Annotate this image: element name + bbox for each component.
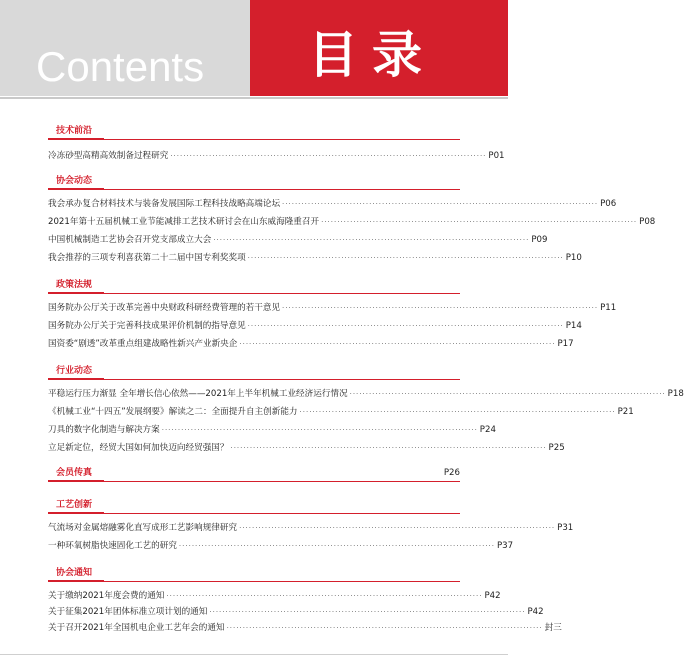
toc-entry-title: 气流场对金属熔融雾化直写成形工艺影响规律研究 — [48, 523, 238, 533]
toc-entry[interactable] — [48, 424, 496, 436]
toc-entry-title: 2021年第十五届机械工业节能减排工艺技术研讨会在山东威海隆重召开 — [48, 217, 320, 227]
section-rule — [48, 513, 460, 514]
toc-entry[interactable] — [48, 338, 574, 350]
leader-dots: ·································································································· — [282, 304, 599, 312]
leader-dots: ·································································································· — [247, 254, 564, 262]
toc-entry[interactable] — [48, 406, 634, 418]
toc-entry-title: 一种环氧树脂快速固化工艺的研究 — [48, 541, 177, 551]
toc-entry-title: 刀具的数字化制造与解决方案 — [48, 425, 160, 435]
toc-entry-page: P37 — [496, 541, 514, 551]
toc-entry-title: 国务院办公厅关于完善科技成果评价机制的指导意见 — [48, 321, 246, 331]
toc-entry-title: 国务院办公厅关于改革完善中央财政科研经费管理的若干意见 — [48, 303, 281, 313]
section-title: 技术前沿 — [56, 126, 93, 136]
header-divider — [0, 97, 508, 99]
toc-entry[interactable] — [48, 388, 684, 400]
section-rule — [48, 581, 460, 582]
toc-entry-page: 封三 — [544, 623, 562, 633]
leader-dots: ·································································································· — [230, 444, 547, 452]
section-rule — [48, 139, 460, 140]
contents-heading-en: Contents — [36, 43, 205, 90]
leader-dots: ·································································································· — [170, 152, 487, 160]
section-title: 协会动态 — [56, 176, 93, 186]
leader-dots: ·································································································· — [321, 218, 638, 226]
toc-entry-title: 关于召开2021年全国机电企业工艺年会的通知 — [48, 623, 225, 633]
toc-entry-title: 立足新定位，经贸大国如何加快迈向经贸强国？ — [48, 443, 229, 453]
leader-dots: ·································································································· — [209, 608, 526, 616]
leader-dots: ·································································································· — [239, 524, 556, 532]
toc-entry-title: 中国机械制造工艺协会召开党支部成立大会 — [48, 235, 212, 245]
toc-entry[interactable] — [48, 590, 501, 602]
leader-dots: ·································································································· — [282, 200, 599, 208]
toc-entry[interactable] — [48, 216, 656, 228]
toc-entry-title: 平稳运行压力渐显 全年增长信心依然——2021年上半年机械工业经济运行情况 — [48, 389, 348, 399]
toc-entry-page: P21 — [617, 407, 634, 417]
leader-dots: ·································································································· — [247, 322, 564, 330]
leader-dots: ·································································································· — [166, 592, 483, 600]
leader-dots: ·································································································· — [161, 426, 478, 434]
toc-entry-page: P06 — [600, 199, 617, 209]
leader-dots: ·································································································· — [213, 236, 530, 244]
section-rule — [48, 189, 460, 190]
section-rule — [48, 379, 460, 380]
leader-dots: ·································································································· — [178, 542, 495, 550]
toc-entry-page: P08 — [639, 217, 656, 227]
toc-entry[interactable] — [48, 302, 617, 314]
toc-entry-page: P17 — [557, 339, 574, 349]
toc-entry[interactable] — [48, 606, 544, 618]
toc-entry-page: P42 — [484, 591, 501, 601]
toc-entry-page: P26 — [443, 468, 460, 478]
section-title: 工艺创新 — [56, 500, 93, 510]
toc-entry[interactable] — [48, 540, 514, 552]
toc-entry-title: 关于缴纳2021年度会费的通知 — [48, 591, 165, 601]
toc-entry[interactable] — [48, 442, 565, 454]
section-title: 会员传真 — [56, 468, 93, 478]
toc-entry[interactable] — [48, 320, 582, 332]
toc-entry-title: 国资委“剧透”改革重点组建战略性新兴产业新央企 — [48, 339, 238, 349]
toc-entry-page: P09 — [531, 235, 548, 245]
toc-entry[interactable] — [48, 150, 505, 162]
toc-entry-title: 我会承办复合材料技术与装备发展国际工程科技战略高端论坛 — [48, 199, 281, 209]
footer-divider — [0, 654, 508, 655]
leader-dots: ·································································································· — [299, 408, 616, 416]
toc-entry[interactable] — [48, 198, 617, 210]
toc-entry[interactable] — [48, 622, 562, 634]
section-rule — [48, 293, 460, 294]
toc-entry-title: 《机械工业“十四五”发展纲要》解读之二：全面提升自主创新能力 — [48, 407, 298, 417]
toc-entry-page: P25 — [548, 443, 565, 453]
section-title: 政策法规 — [56, 280, 93, 290]
toc-entry-page: P10 — [565, 253, 582, 263]
leader-dots: ·································································································· — [226, 624, 543, 632]
toc-entry[interactable] — [48, 252, 582, 264]
toc-entry-title: 关于征集2021年团体标准立项计划的通知 — [48, 607, 208, 617]
section-title: 行业动态 — [56, 366, 93, 376]
toc-entry-page: P42 — [527, 607, 544, 617]
toc-entry[interactable] — [48, 234, 548, 246]
toc-entry-page: P18 — [667, 389, 684, 399]
section-title: 协会通知 — [56, 568, 93, 578]
toc-entry-page: P11 — [600, 303, 617, 313]
member-fax-page-row[interactable] — [48, 467, 460, 479]
toc-entry-title: 冷冻砂型高精高效制备过程研究 — [48, 151, 169, 161]
page-title: 目录 — [308, 26, 436, 84]
toc-entry-page: P31 — [557, 523, 574, 533]
toc-entry-page: P14 — [565, 321, 582, 331]
section-rule — [48, 481, 460, 482]
toc-entry-page: P24 — [479, 425, 496, 435]
toc-entry-page: P01 — [488, 151, 505, 161]
leader-dots: ·································································································· — [239, 340, 556, 348]
leader-dots: ·································································································· — [349, 390, 666, 398]
toc-entry[interactable] — [48, 522, 574, 534]
toc-entry-title: 我会推荐的三项专利喜获第二十二届中国专利奖奖项 — [48, 253, 246, 263]
